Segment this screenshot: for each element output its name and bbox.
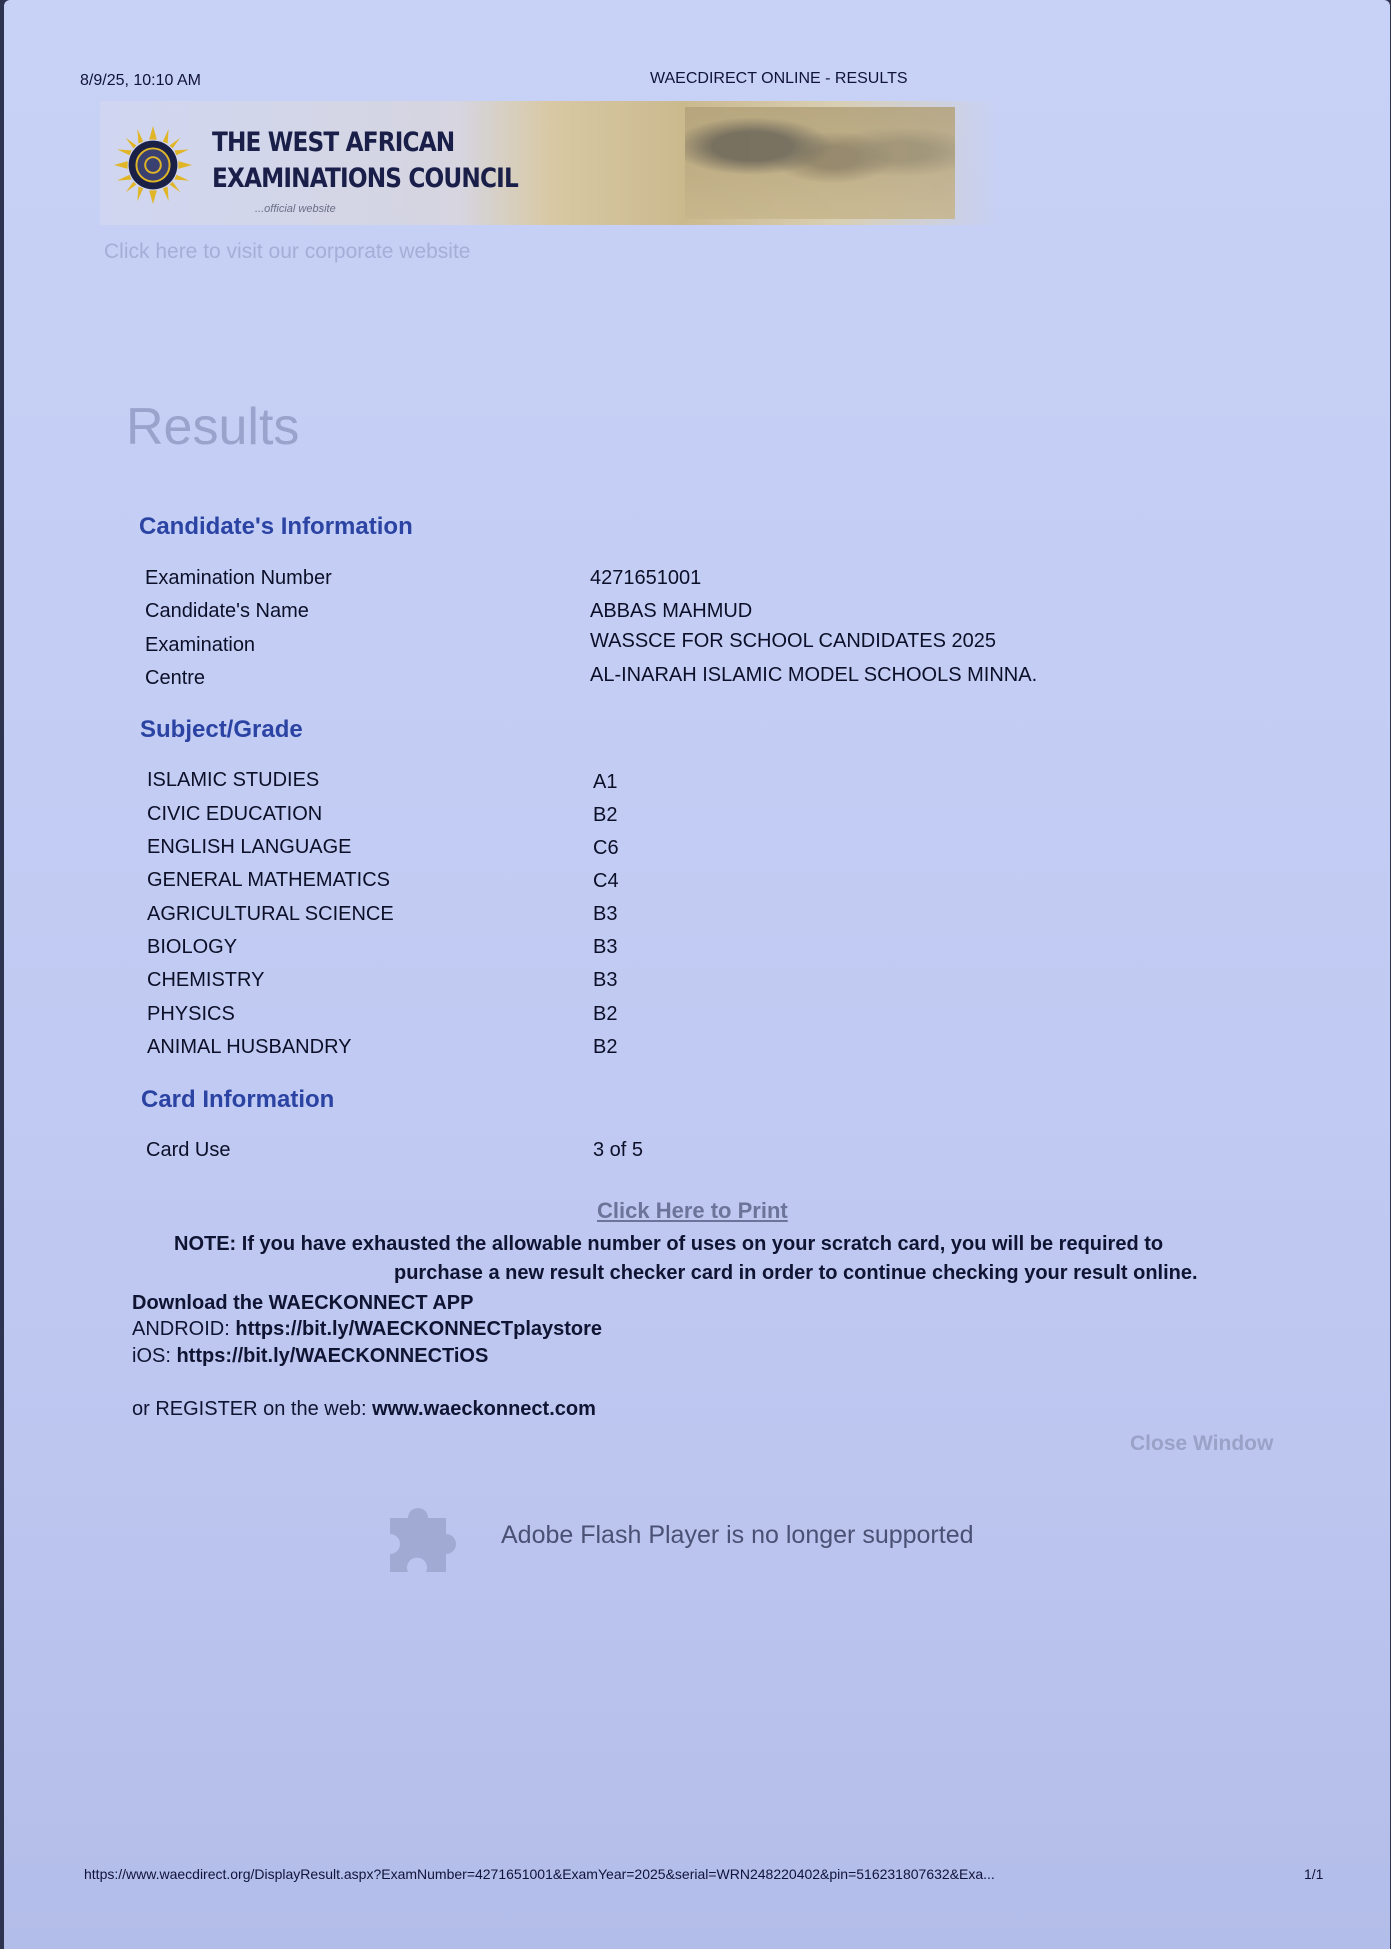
note-text-line1: If you have exhausted the allowable number of uses on your scratch card, you will be required to: [241, 1233, 1164, 1255]
subject-name: GENERAL MATHEMATICS: [147, 869, 390, 891]
exam-number-label: Examination Number: [145, 567, 332, 589]
print-datetime: 8/9/25, 10:10 AM: [80, 72, 201, 89]
centre-label: Centre: [145, 667, 206, 689]
subject-name: ANIMAL HUSBANDRY: [147, 1036, 352, 1058]
page-title: Results: [126, 398, 300, 456]
print-footer-page: 1/1: [1304, 1866, 1324, 1882]
waec-banner[interactable]: [100, 101, 1000, 225]
card-use-label: Card Use: [146, 1139, 231, 1161]
printed-page: [4, 0, 1390, 1949]
card-use-value: 3 of 5: [593, 1139, 644, 1161]
register-web-link[interactable]: www.waeckonnect.com: [372, 1398, 596, 1420]
note-line1: [174, 1233, 1163, 1256]
print-button[interactable]: Click Here to Print: [597, 1198, 788, 1223]
corporate-website-link[interactable]: Click here to visit our corporate website: [104, 240, 471, 263]
subject-grade: C4: [593, 870, 619, 892]
close-window-button[interactable]: Close Window: [1130, 1432, 1274, 1455]
ios-label: iOS:: [132, 1345, 171, 1367]
subject-name: CIVIC EDUCATION: [147, 803, 323, 825]
register-line: [132, 1398, 596, 1421]
subject-grade: B3: [593, 969, 618, 991]
flash-unsupported-message: Adobe Flash Player is no longer supported: [501, 1521, 974, 1549]
banner-photo: [685, 107, 955, 219]
candidate-info-heading: Candidate's Information: [139, 513, 413, 540]
note-prefix: NOTE:: [174, 1233, 237, 1255]
register-label: or REGISTER on the web:: [132, 1398, 367, 1420]
examination-value: WASSCE FOR SCHOOL CANDIDATES 2025: [590, 630, 997, 652]
subject-grade: B2: [593, 804, 618, 826]
subject-grade: A1: [593, 771, 618, 793]
subject-name: PHYSICS: [147, 1003, 235, 1025]
subject-grade: B2: [593, 1036, 618, 1058]
candidate-name-value: ABBAS MAHMUD: [590, 600, 753, 622]
examination-label: Examination: [145, 634, 256, 656]
subject-grade: B3: [593, 936, 618, 958]
waec-seal-logo: [114, 126, 192, 204]
subject-name: AGRICULTURAL SCIENCE: [147, 903, 394, 925]
subject-name: ISLAMIC STUDIES: [147, 769, 320, 791]
app-download-heading: Download the WAECKONNECT APP: [132, 1292, 474, 1314]
print-header-title: WAECDIRECT ONLINE - RESULTS: [650, 70, 908, 87]
subject-grade-heading: Subject/Grade: [140, 716, 303, 743]
ios-store-link[interactable]: https://bit.ly/WAECKONNECTiOS: [176, 1345, 489, 1367]
note-line2: purchase a new result checker card in order to continue checking your result online.: [394, 1262, 1198, 1284]
org-tagline: ...official website: [255, 203, 336, 215]
candidate-name-label: Candidate's Name: [145, 600, 309, 622]
android-line: [132, 1318, 602, 1341]
centre-value: AL-INARAH ISLAMIC MODEL SCHOOLS MINNA.: [590, 664, 1038, 686]
subject-grade: B2: [593, 1003, 618, 1025]
org-name-line1: THE WEST AFRICAN: [212, 127, 455, 158]
org-name-line2: EXAMINATIONS COUNCIL: [212, 163, 518, 194]
subject-grade: B3: [593, 903, 618, 925]
print-footer-url: https://www.waecdirect.org/DisplayResult.aspx?ExamNumber=4271651001&ExamYear=2025&serial=WRN248220402&pin=516231807632&Exa...: [84, 1866, 995, 1882]
exam-number-value: 4271651001: [590, 567, 702, 589]
subject-grade: C6: [593, 837, 619, 859]
ios-line: [132, 1345, 488, 1368]
android-label: ANDROID:: [132, 1318, 230, 1340]
puzzle-piece-icon: [382, 1490, 474, 1582]
subject-name: BIOLOGY: [147, 936, 238, 958]
subject-name: CHEMISTRY: [147, 969, 265, 991]
android-store-link[interactable]: https://bit.ly/WAECKONNECTplaystore: [235, 1318, 603, 1340]
subject-name: ENGLISH LANGUAGE: [147, 836, 352, 858]
card-info-heading: Card Information: [141, 1086, 335, 1113]
